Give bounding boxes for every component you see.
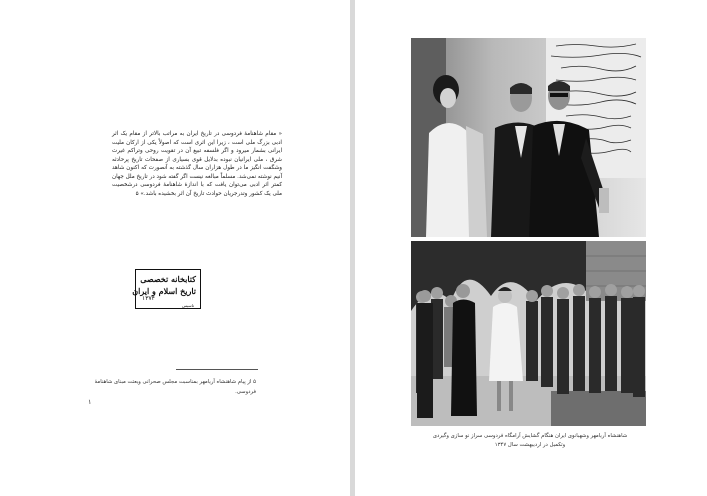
photo-top-image bbox=[411, 38, 646, 237]
footnote-divider bbox=[176, 369, 258, 370]
photo-bottom-image bbox=[411, 241, 646, 426]
library-stamp bbox=[132, 269, 201, 309]
left-page bbox=[0, 0, 350, 496]
photo-caption: شاهنشاه آریامهر وشهبانوی ایران هنگام گشایش آرامگاه فردوسی سراز نو سازی وگیردی وتکمیل در اردیبهشت سال ۱۳۴۷ bbox=[432, 433, 628, 448]
quote-paragraph: « مقام شاهنامهٔ فردوسی در تاریخ ایران به مراتب بالاتر از مقام یک اثر ادبی بزرگ ملی است ، زیرا این اثری است که اصولاً یکی از ارکان ملیت ایرانی بشمار میرود و اگر فلسفه تبیغ آن در تقویت روحی وتراکم غیرت شرق ، ملی ایرانیان نبوده بدلایل قوی بسیاری از صفحات تاریخ پرحادثه وشگفت انگیز ما در طول هزاران سال گذشته به آنصورت که اکنون شاهد آنیم نوشته نمی‌شد. مسلماً مبالغه نیست اگر گفته شود در تاریخ ملل جهان کمتر اثر ادبی می‌توان یافت که با اندازهٔ شاهنامهٔ فردوسی درشخصیت ملی یک کشور وتدرجریان حوادث تاریخ آن اثر بخشیده باشد.» ۵ bbox=[112, 131, 282, 197]
photo-top bbox=[411, 38, 646, 237]
photo-bottom bbox=[411, 241, 646, 426]
stamp-small: تاسیس bbox=[182, 303, 194, 308]
footnote: ۵ از پیام شاهنشاه آریامهر بمناسبت مجلس صحرانی ویعتت مبنای شاهنامهٔ فردوسی. bbox=[94, 379, 256, 395]
stamp-line1: کتابخانه تخصصی bbox=[140, 274, 196, 284]
page-number: ۱ bbox=[88, 398, 92, 406]
stamp-year: ۱۳۷۴ bbox=[142, 295, 155, 302]
stamp-line2: تاریخ اسلام و ایران bbox=[132, 286, 196, 296]
